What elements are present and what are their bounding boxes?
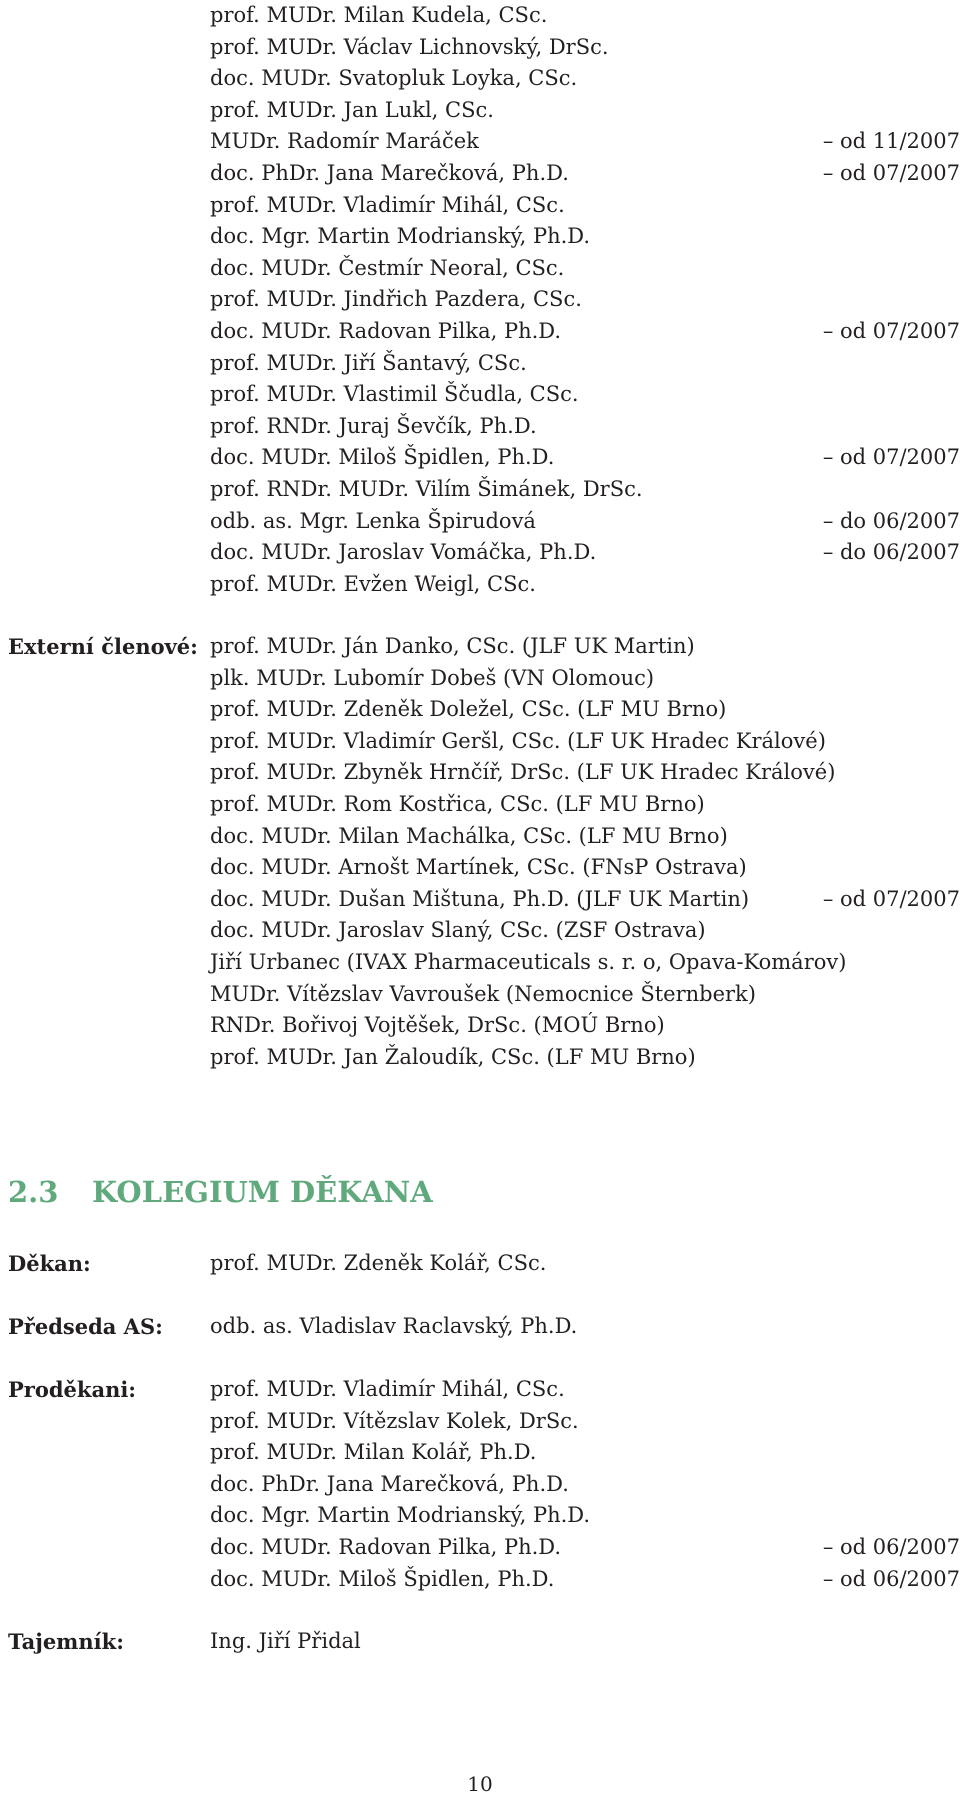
list-item [0, 757, 960, 789]
member-name: prof. MUDr. Zdeněk Doležel, CSc. (LF MU Brno) [210, 697, 727, 722]
member-name: prof. MUDr. Zbyněk Hrnčíř, DrSc. (LF UK Hradec Králové) [210, 760, 836, 785]
member-name: prof. RNDr. MUDr. Vilím Šimánek, DrSc. [210, 476, 643, 501]
senate-chair-label: Předseda AS: [8, 1314, 163, 1339]
member-name: doc. MUDr. Jaroslav Slaný, CSc. (ZSF Ostrava) [210, 918, 706, 943]
list-item [0, 316, 960, 348]
member-name: doc. MUDr. Arnošt Martínek, CSc. (FNsP Ostrava) [210, 855, 747, 880]
list-item [0, 190, 960, 222]
list-item [0, 852, 960, 884]
dean-row [0, 1248, 960, 1280]
list-item [0, 158, 960, 190]
dean-name: prof. MUDr. Zdeněk Kolář, CSc. [210, 1251, 547, 1275]
secretary-label: Tajemník: [8, 1629, 124, 1654]
list-item [0, 32, 960, 64]
member-name: doc. PhDr. Jana Marečková, Ph.D. [210, 160, 569, 185]
member-name: prof. MUDr. Vladimír Geršl, CSc. (LF UK Hradec Králové) [210, 728, 826, 753]
member-name: plk. MUDr. Lubomír Dobeš (VN Olomouc) [210, 665, 655, 690]
term-note: – od 06/2007 [822, 1534, 960, 1559]
list-item [0, 663, 960, 695]
list-item [0, 1406, 960, 1438]
member-name: prof. MUDr. Jiří Šantavý, CSc. [210, 350, 527, 375]
list-item [0, 379, 960, 411]
member-name: doc. MUDr. Svatopluk Loyka, CSc. [210, 66, 578, 91]
secretary-row [0, 1626, 960, 1658]
member-name: prof. MUDr. Václav Lichnovský, DrSc. [210, 34, 609, 59]
member-name: doc. MUDr. Miloš Špidlen, Ph.D. [210, 1566, 555, 1591]
senate-chair-row [0, 1311, 960, 1343]
member-name: doc. MUDr. Dušan Mištuna, Ph.D. (JLF UK Martin) [210, 886, 750, 911]
member-name: prof. MUDr. Milan Kolář, Ph.D. [210, 1440, 537, 1465]
list-item [0, 506, 960, 538]
member-name: doc. MUDr. Radovan Pilka, Ph.D. [210, 1534, 562, 1559]
list-item [0, 411, 960, 443]
member-name: prof. MUDr. Vlastimil Ščudla, CSc. [210, 382, 579, 407]
list-item [0, 474, 960, 506]
list-item [0, 284, 960, 316]
dean-label: Děkan: [8, 1251, 91, 1276]
member-name: prof. MUDr. Jan Žaloudík, CSc. (LF MU Brno) [210, 1044, 696, 1069]
member-name: doc. MUDr. Radovan Pilka, Ph.D. [210, 318, 562, 343]
term-note: – od 11/2007 [822, 129, 960, 154]
member-name: doc. MUDr. Milan Machálka, CSc. (LF MU Brno) [210, 823, 728, 848]
list-item [0, 569, 960, 601]
member-name: doc. MUDr. Čestmír Neoral, CSc. [210, 255, 565, 280]
list-item [0, 789, 960, 821]
term-note: – od 07/2007 [822, 318, 960, 343]
term-note: – od 06/2007 [822, 1566, 960, 1591]
list-item [0, 1437, 960, 1469]
member-name: prof. MUDr. Jindřich Pazdera, CSc. [210, 287, 582, 312]
member-name: prof. RNDr. Juraj Ševčík, Ph.D. [210, 413, 537, 438]
member-name: prof. MUDr. Evžen Weigl, CSc. [210, 571, 536, 596]
member-name: prof. MUDr. Vladimír Mihál, CSc. [210, 192, 565, 217]
list-item [0, 1564, 960, 1596]
list-item [0, 979, 960, 1011]
vice-deans-list [0, 1374, 960, 1595]
member-name: prof. MUDr. Vladimír Mihál, CSc. [210, 1377, 565, 1401]
list-item [0, 126, 960, 158]
term-note: – od 07/2007 [822, 160, 960, 185]
list-item [0, 1532, 960, 1564]
section-number: 2.3 [8, 1175, 59, 1209]
member-name: RNDr. Bořivoj Vojtěšek, DrSc. (MOÚ Brno) [210, 1013, 665, 1038]
member-name: doc. Mgr. Martin Modrianský, Ph.D. [210, 224, 591, 249]
term-note: – od 07/2007 [822, 886, 960, 911]
list-item [0, 915, 960, 947]
member-name: Jiří Urbanec (IVAX Pharmaceuticals s. r. o, Opava-Komárov) [210, 949, 847, 974]
external-members-list [0, 631, 960, 1073]
member-name: doc. MUDr. Jaroslav Vomáčka, Ph.D. [210, 540, 597, 565]
list-item [0, 1374, 960, 1406]
page-number: 10 [467, 1772, 493, 1796]
list-item [0, 1010, 960, 1042]
term-note: – do 06/2007 [822, 508, 960, 533]
list-item [0, 348, 960, 380]
list-item [0, 63, 960, 95]
list-item [0, 726, 960, 758]
list-item [0, 1500, 960, 1532]
internal-members-list [0, 0, 960, 600]
list-item [0, 631, 960, 663]
section-title: KOLEGIUM DĚKANA [92, 1175, 433, 1209]
external-members-label: Externí členové: [8, 634, 198, 659]
member-name: MUDr. Radomír Maráček [210, 129, 479, 154]
vice-deans-label: Proděkani: [8, 1377, 137, 1402]
member-name: prof. MUDr. Ján Danko, CSc. (JLF UK Martin) [210, 634, 695, 658]
member-name: doc. Mgr. Martin Modrianský, Ph.D. [210, 1503, 591, 1528]
member-name: prof. MUDr. Rom Kostřica, CSc. (LF MU Brno) [210, 791, 705, 816]
senate-chair-name: odb. as. Vladislav Raclavský, Ph.D. [210, 1314, 578, 1338]
member-name: prof. MUDr. Jan Lukl, CSc. [210, 97, 494, 122]
list-item [0, 821, 960, 853]
member-name: prof. MUDr. Vítězslav Kolek, DrSc. [210, 1408, 579, 1433]
list-item [0, 221, 960, 253]
list-item [0, 0, 960, 32]
list-item [0, 694, 960, 726]
member-name: doc. MUDr. Miloš Špidlen, Ph.D. [210, 445, 555, 470]
term-note: – od 07/2007 [822, 445, 960, 470]
list-item [0, 95, 960, 127]
list-item [0, 884, 960, 916]
member-name: MUDr. Vítězslav Vavroušek (Nemocnice Šternberk) [210, 981, 756, 1006]
list-item [0, 1469, 960, 1501]
list-item [0, 442, 960, 474]
list-item [0, 537, 960, 569]
member-name: prof. MUDr. Milan Kudela, CSc. [210, 3, 548, 27]
secretary-name: Ing. Jiří Přidal [210, 1629, 361, 1653]
list-item [0, 1042, 960, 1074]
term-note: – do 06/2007 [822, 540, 960, 565]
member-name: doc. PhDr. Jana Marečková, Ph.D. [210, 1471, 569, 1496]
member-name: odb. as. Mgr. Lenka Špirudová [210, 508, 536, 533]
list-item [0, 947, 960, 979]
list-item [0, 253, 960, 285]
